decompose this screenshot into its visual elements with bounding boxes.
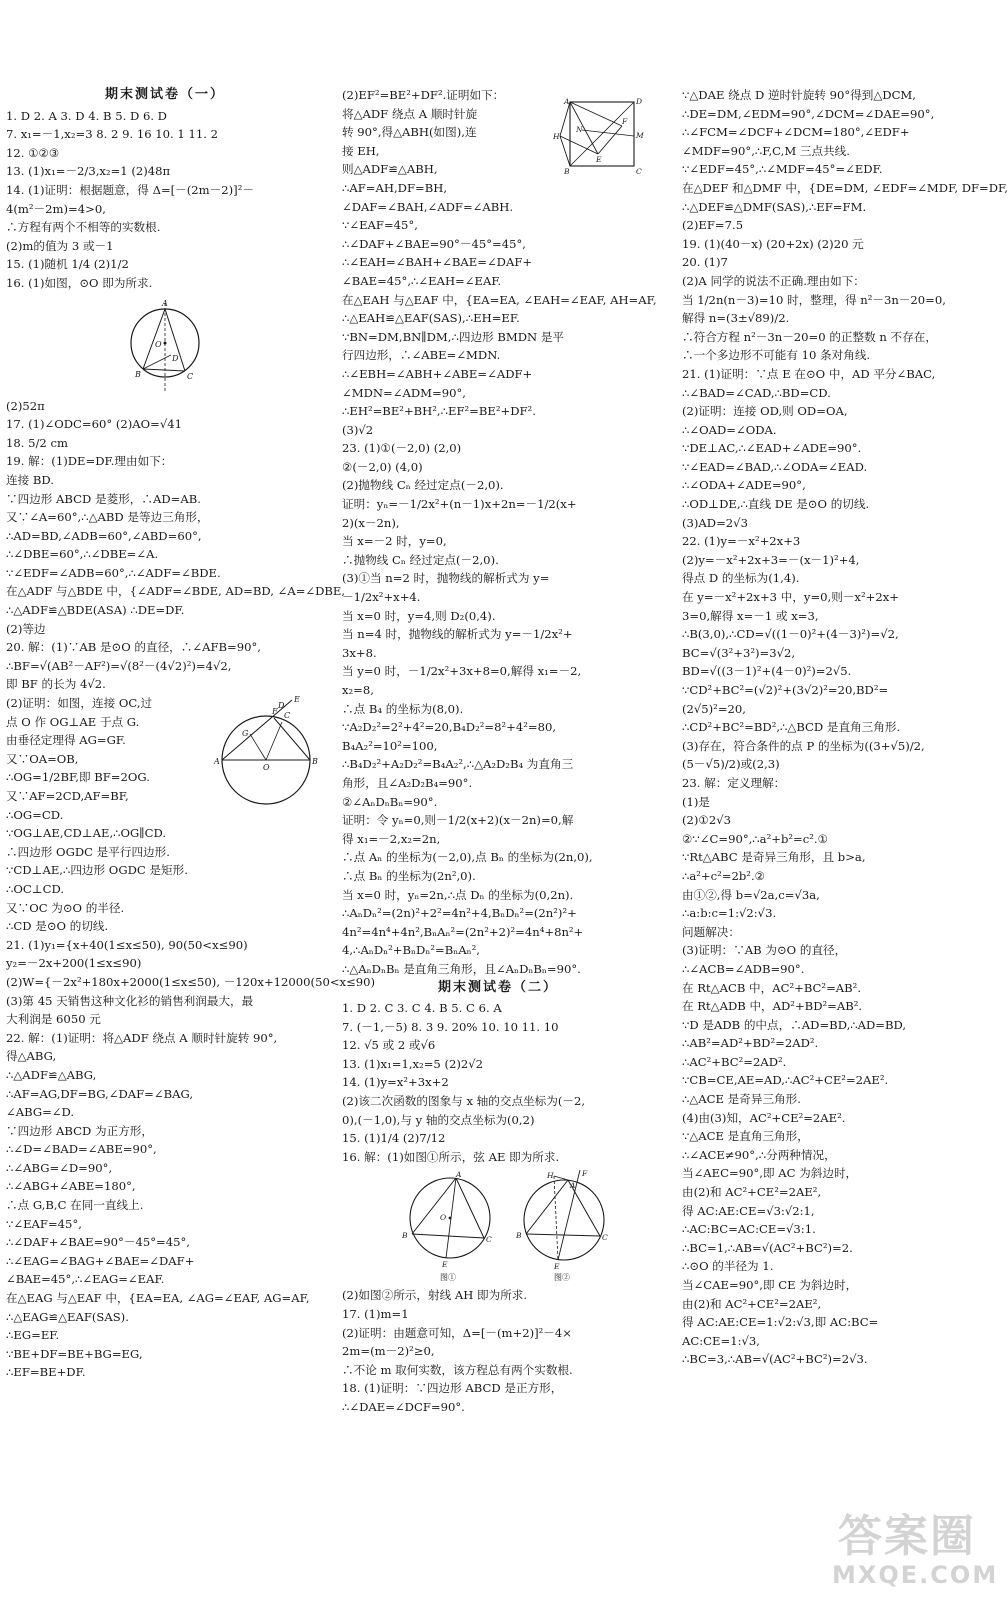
text-line: ∴a²+c²=2b².②: [682, 868, 766, 883]
text-line: ∴△DEF≌△DMF(SAS),∴EF=FM.: [682, 199, 867, 214]
text-line: (2)A 同学的说法不正确.理由如下：: [682, 273, 865, 288]
svg-text:O: O: [155, 339, 162, 349]
text-line: 21. (1)y₁={x+40(1≤x≤50), 90(50<x≤90): [6, 937, 248, 952]
text-line: ∴∠BAD=∠CAD,∴BD=CD.: [682, 385, 831, 400]
text-line: ∵CB=CE,AE=AD,∴AC²+CE²=2AE².: [682, 1073, 889, 1088]
text-line: ∴⊙O 的半径为 1.: [682, 1259, 774, 1274]
figure-semicircle-tangent: [212, 694, 324, 806]
text-line: ∴点 G,B,C 在同一直线上.: [6, 1198, 144, 1213]
text-line: 18. (1)证明：∵四边形 ABCD 是正方形，: [342, 1381, 563, 1396]
svg-text:F: F: [272, 707, 278, 717]
text-line: ∴AF=AH,DF=BH,: [342, 180, 448, 195]
text-line: ∴∠ABG=∠D=90°,: [6, 1160, 113, 1175]
text-line: 当 x=－2 时，y=0,: [342, 534, 447, 549]
text-line: 当 x=0 时，yₙ=2n,∴点 Dₙ 的坐标为(0,2n).: [342, 887, 574, 902]
svg-text:B: B: [402, 1231, 408, 1241]
text-line: ∵CD⊥AE,∴四边形 OGDC 是矩形.: [6, 863, 188, 878]
figure-2-label: 图②: [554, 1273, 570, 1283]
text-line: (2)证明：由题意可知，Δ=[－(m+2)]²－4×: [342, 1325, 572, 1340]
text-line: 在△DEF 和△DMF 中，{DE=DM, ∠EDF=∠MDF, DF=DF,: [682, 180, 1008, 195]
text-line: ∴EG=EF.: [6, 1328, 60, 1343]
text-line: 15. (1)随机 1/4 (2)1/2: [6, 257, 129, 272]
text-line: 14. (1)证明：根据题意，得 Δ=[－(2m－2)]²－: [6, 182, 254, 197]
text-line: AC:CE=1:√3,: [682, 1333, 760, 1348]
text-line: ∵∠EAF=45°,: [6, 1216, 82, 1231]
svg-text:E: E: [596, 155, 602, 164]
text-line: ∵四边形 ABCD 是菱形，∴AD=AB.: [6, 491, 201, 506]
figure-1: [400, 1168, 500, 1284]
section-title-exam-2: 期末测试卷（二）: [437, 979, 558, 995]
text-line: 7. x₁=－1,x₂=3 8. 2 9. 16 10. 1 11. 2: [6, 127, 218, 142]
text-line: (2√5)²=20,: [682, 701, 746, 716]
text-line: 7. (－1,－5) 8. 3 9. 20% 10. 10 11. 10: [342, 1019, 559, 1034]
text-line: (2)52π: [6, 398, 45, 413]
text-line: ∴AB²=AD²+BD²=2AD².: [682, 1036, 819, 1051]
text-line: 问题解决：: [682, 924, 740, 939]
text-line: 17. (1)∠ODC=60° (2)AO=√41: [6, 417, 183, 432]
text-line: (3)AD=2√3: [682, 515, 748, 530]
text-line: 当 x=0 时，y=4,则 D₂(0,4).: [342, 608, 496, 623]
text-line: 19. (1)(40－x) (20+2x) (2)20 元: [682, 236, 864, 251]
text-line: ∴∠DAF+∠BAE=90°－45°=45°,: [342, 236, 526, 251]
text-line: 得点 D 的坐标为(1,4).: [682, 571, 800, 586]
watermark-logo: [832, 1511, 999, 1590]
text-line: (2)证明：连接 OD,则 OD=OA,: [682, 404, 848, 419]
text-line: ∴CD 是⊙O 的切线.: [6, 919, 109, 934]
text-line: 又∵AF=2CD,AF=BF,: [6, 789, 129, 803]
text-line: ∴OG=CD.: [6, 807, 64, 822]
text-line: 又∵OC 为⊙O 的半径.: [6, 900, 125, 915]
text-line: ∵四边形 ABCD 为正方形，: [6, 1123, 153, 1138]
svg-text:E: E: [442, 1260, 448, 1270]
text-line: ∴a:b:c=1:√2:√3.: [682, 906, 777, 921]
text-line: ②∠AₙDₙBₙ=90°.: [342, 794, 438, 809]
text-line: ∴∠ACE≠90°,∴分两种情况，: [682, 1147, 836, 1162]
text-line: 12. ①②③: [6, 145, 60, 160]
text-line: 连接 BD.: [6, 472, 54, 487]
text-line: ∴AC:BC=AC:CE=√3:1.: [682, 1222, 816, 1237]
text-line: 得 AC:AE:CE=√3:√2:1,: [682, 1203, 815, 1218]
text-line: 23. (1)①(－2,0) (2,0): [342, 441, 462, 456]
text-line: ∴点 Aₙ 的坐标为(－2,0),点 Bₙ 的坐标为(2n,0),: [342, 850, 593, 865]
text-line: ∵D 是ADB 的中点，∴AD=BD,∴AD=BD,: [682, 1017, 907, 1032]
text-line: ∴△ADF≌△ABG,: [6, 1067, 97, 1082]
text-line: 当∠AEC=90°,即 AC 为斜边时，: [682, 1166, 858, 1181]
text-line: ∴∠ACB=∠ADB=90°.: [682, 961, 805, 976]
svg-text:H: H: [547, 1171, 554, 1181]
text-line: ∴∠ODA+∠ADE=90°,: [682, 478, 806, 493]
text-line: (2)EF=7.5: [682, 218, 744, 233]
text-line: 则△ADF≌△ABH,: [342, 162, 438, 177]
text-line: ∠MDN=∠ADM=90°,: [342, 385, 466, 400]
text-line: ∴B₄D₂²+A₂D₂²=B₄A₂²,∴△A₂D₂B₄ 为直角三: [342, 757, 574, 772]
text-line: 4(m²－2m)=4>0,: [6, 201, 106, 216]
text-line: 16. (1)如图，⊙O 即为所求.: [6, 275, 153, 290]
text-line: 当 y=0 时，－1/2x²+3x+8=0,解得 x₁=－2,: [342, 664, 582, 679]
text-line: 16. 解：(1)如图①所示，弦 AE 即为所求.: [342, 1149, 560, 1164]
text-line: 当 1/2n(n－3)=10 时，整理，得 n²－3n－20=0,: [682, 292, 946, 307]
text-line: (1)是: [682, 794, 711, 809]
text-line: ∴∠DBE=60°,∴∠DBE=∠A.: [6, 547, 159, 562]
svg-text:A: A: [214, 757, 220, 767]
text-line: 13. (1)x₁=－2/3,x₂=1 (2)48π: [6, 164, 171, 179]
svg-text:C: C: [486, 1235, 492, 1245]
column-middle: [342, 86, 657, 1526]
text-line: ∴EH²=BE²+BH²,∴EF²=BE²+DF².: [342, 404, 536, 419]
text-line: ∴EF=BE+DF.: [6, 1365, 86, 1380]
figure-pair-circles: [342, 1168, 654, 1284]
text-line: BC=√(3²+3²)=3√2,: [682, 645, 796, 660]
text-line: ∠BAE=45°,∴∠EAH=∠EAF.: [342, 273, 502, 288]
text-line: B₄A₂²=10²=100,: [342, 738, 438, 753]
figure-square-rotation: [552, 96, 648, 180]
svg-text:D: D: [636, 97, 643, 106]
figure-circle-construction: [6, 295, 324, 395]
text-line: ∴∠EAG=∠BAG+∠BAE=∠DAF+: [6, 1253, 195, 1268]
text-line: (2)抛物线 Cₙ 经过定点(－2,0).: [342, 478, 504, 493]
text-line: 12. √5 或 2 或√6: [342, 1038, 436, 1053]
text-line: BD=√((3－1)²+(4－0)²)=2√5.: [682, 664, 852, 679]
text-line: 证明：yₙ=－1/2x²+(n－1)x+2n=－1/2(x+: [342, 497, 577, 512]
text-line: 由①②,得 b=√2a,c=√3a,: [682, 887, 820, 902]
text-line: 转 90°,得△ABH(如图),连: [342, 125, 477, 140]
text-line: 4,∴AₙDₙ²+BₙDₙ²=BₙAₙ²,: [342, 943, 480, 958]
svg-text:F: F: [582, 1169, 588, 1179]
text-line: 2)(x－2n),: [342, 515, 400, 530]
col1-text-a: [6, 107, 324, 293]
text-line: 由(2)和 AC²+CE²=2AE²,: [682, 1185, 822, 1200]
text-line: ∵DE⊥AC,∴∠EAD+∠ADE=90°.: [682, 441, 862, 456]
text-line: ∴∠OAD=∠ODA.: [682, 422, 777, 437]
text-line: 角形，且∠A₂D₂B₄=90°.: [342, 775, 473, 790]
svg-text:B: B: [516, 1231, 522, 1241]
text-line: ∵∠EDF=∠ADB=60°,∴∠ADF=∠BDE.: [6, 565, 221, 580]
svg-text:C: C: [636, 167, 642, 176]
text-line: ∵△DAE 绕点 D 逆时针旋转 90°得到△DCM,: [682, 88, 916, 102]
figure-1-label: 图①: [440, 1273, 456, 1283]
text-line: 23. 解：定义理解：: [682, 775, 786, 790]
text-line: ∴AF=AG,DF=BG,∠DAF=∠BAG,: [6, 1086, 194, 1101]
text-line: 在△ADF 与△BDE 中，{∠ADF=∠BDE, AD=BD, ∠A=∠DBE,: [6, 584, 346, 599]
watermark-text-en: MXQE.COM: [832, 1561, 999, 1589]
text-line: (3)√2: [342, 422, 374, 437]
svg-text:D: D: [278, 701, 285, 711]
text-line: 在 Rt△ACB 中，AC²+BC²=AB².: [682, 980, 862, 995]
text-line: (3)①当 n=2 时，抛物线的解析式为 y=: [342, 571, 550, 586]
text-line: 当∠CAE=90°,即 CE 为斜边时，: [682, 1278, 858, 1292]
text-line: 18. 5/2 cm: [6, 435, 68, 450]
text-line: 行四边形，∴∠ABE=∠MDN.: [342, 348, 501, 363]
svg-text:E: E: [554, 1262, 560, 1272]
svg-text:O: O: [440, 1213, 447, 1223]
figure-2: [514, 1168, 614, 1284]
text-line: 1. D 2. C 3. C 4. B 5. C 6. A: [342, 1001, 502, 1016]
text-line: ∴B(3,0),∴CD=√((1－0)²+(4－3)²)=√2,: [682, 627, 899, 642]
svg-text:B: B: [135, 369, 141, 379]
text-line: ∵BE+DF=BE+BG=EG,: [6, 1346, 143, 1361]
svg-text:F: F: [622, 117, 628, 126]
watermark-text-cn: 答案圈: [838, 1511, 976, 1562]
text-line: (3)证明：∵AB 为⊙O 的直径，: [682, 943, 847, 958]
text-line: 得 x₁=－2,x₂=2n,: [342, 831, 441, 846]
q22-2-block: [342, 86, 654, 179]
text-line: y₂=－2x+200(1≤x≤90): [6, 956, 142, 971]
text-line: 3=0,解得 x=－1 或 x=3,: [682, 608, 819, 623]
text-line: ∵A₂D₂²=2²+4²=20,B₄D₂²=8²+4²=80,: [342, 720, 557, 735]
text-line: ∴△EAG≌△EAF(SAS).: [6, 1309, 129, 1324]
text-line: ∵CD²+BC²=(√2)²+(3√2)²=20,BD²=: [682, 683, 889, 697]
text-line: 0),(－1,0),与 y 轴的交点坐标为(0,2): [342, 1112, 535, 1127]
q20-block: [6, 694, 324, 824]
text-line: ∵△ACE 是直角三角形，: [682, 1129, 809, 1144]
text-line: ∵Rt△ABC 是奇异三角形，且 b>a,: [682, 850, 866, 865]
svg-text:B: B: [564, 167, 570, 176]
text-line: ∴△EAH≌△EAF(SAS),∴EH=EF.: [342, 311, 520, 326]
text-line: 将△ADF 绕点 A 顺时针旋: [342, 106, 478, 121]
text-line: 在△EAG 与△EAF 中，{EA=EA, ∠AG=∠EAF, AG=AF,: [6, 1291, 310, 1306]
text-line: ∴∠DAE=∠DCF=90°.: [342, 1400, 465, 1414]
text-line: ∴OC⊥CD.: [6, 881, 65, 896]
text-line: 1. D 2. A 3. D 4. B 5. D 6. D: [6, 108, 167, 123]
text-line: x₂=8,: [342, 683, 374, 697]
text-line: ∵∠EDF=45°,∴∠MDF=45°=∠EDF.: [682, 162, 883, 177]
svg-text:D: D: [172, 353, 179, 363]
svg-text:C: C: [187, 371, 194, 381]
text-line: ∴∠EBH=∠ABH+∠ABE=∠ADF+: [342, 366, 533, 381]
text-line: ∴∠ABG+∠ABE=180°,: [6, 1179, 136, 1194]
text-line: ∵BN=DM,BN∥DM,∴四边形 BMDN 是平: [342, 329, 565, 344]
text-line: 4n²=4n⁴+4n²,BₙAₙ²=(2n²+2)²=4n⁴+8n²+: [342, 924, 584, 939]
section-title-exam-1: 期末测试卷（一）: [104, 87, 225, 102]
text-line: ∵∠EAD=∠BAD,∴∠ODA=∠EAD.: [682, 459, 868, 474]
svg-text:E: E: [294, 695, 300, 705]
svg-text:O: O: [263, 763, 270, 773]
text-line: (2)W={－2x²+180x+2000(1≤x≤50), －120x+12000(50<x≤90): [6, 974, 376, 989]
text-line: ∴DE=DM,∠EDM=90°,∠DCM=∠DAE=90°,: [682, 106, 935, 121]
text-line: 在 y=－x²+2x+3 中，y=0,则－x²+2x+: [682, 590, 899, 605]
text-line: ∴CD²+BC²=BD²,∴△BCD 是直角三角形.: [682, 720, 901, 735]
svg-text:B: B: [312, 757, 318, 767]
svg-text:A: A: [570, 1181, 576, 1191]
text-line: (2)①2√3: [682, 813, 731, 828]
text-line: 又∵∠A=60°,∴△ABD 是等边三角形，: [6, 510, 209, 525]
text-line: (2)证明：如图，连接 OC,过: [6, 696, 153, 711]
text-line: (3)第 45 天销售这种文化衫的销售利润最大，最: [6, 993, 254, 1008]
text-line: 17. (1)m=1: [342, 1307, 409, 1322]
text-line: ∠ABG=∠D.: [6, 1105, 75, 1120]
text-line: ∴OD⊥DE,∴直线 DE 是⊙O 的切线.: [682, 497, 870, 512]
text-line: ∴不论 m 取何实数，该方程总有两个实数根.: [342, 1362, 573, 1377]
text-line: ∴四边形 OGDC 是平行四边形.: [6, 844, 170, 859]
text-line: 20. 解：(1)∵AB 是⊙O 的直径，∴∠AFB=90°,: [6, 640, 261, 655]
text-line: ∴点 Bₙ 的坐标为(2n²,0).: [342, 868, 476, 883]
text-line: ∴BF=√(AB²－AF²)=√(8²－(4√2)²)=4√2,: [6, 658, 232, 673]
text-line: 又∵OA=OB,: [6, 751, 79, 766]
text-line: 3x+8.: [342, 645, 377, 660]
column-right: [682, 86, 1008, 1506]
text-line: (2)如图②所示，射线 AH 即为所求.: [342, 1288, 528, 1303]
svg-text:A: A: [456, 1170, 462, 1180]
text-line: 证明：令 yₙ=0,则－1/2(x+2)(x－2n)=0,解: [342, 813, 574, 828]
text-line: ∴方程有两个不相等的实数根.: [6, 220, 161, 235]
text-line: ∵∠EAF=45°,: [342, 218, 418, 233]
text-line: ②(－2,0) (4,0): [342, 459, 423, 474]
text-line: －1/2x²+x+4.: [342, 590, 421, 605]
text-line: 点 O 作 OG⊥AE 于点 G.: [6, 714, 140, 729]
text-line: (4)由(3)知，AC²+CE²=2AE².: [682, 1110, 846, 1125]
text-line: ∴BC=1,∴AB=√(AC²+BC²)=2.: [682, 1240, 853, 1255]
text-line: 由(2)和 AC²+CE²=2AE²,: [682, 1296, 822, 1311]
svg-text:C: C: [602, 1233, 608, 1243]
svg-text:M: M: [636, 131, 644, 140]
text-line: ∠MDF=90°,∴F,C,M 三点共线.: [682, 143, 850, 158]
text-line: (2)该二次函数的图象与 x 轴的交点坐标为(－2,: [342, 1094, 586, 1109]
text-line: (2)等边: [6, 621, 46, 636]
text-line: 14. (1)y=x²+3x+2: [342, 1075, 449, 1090]
text-line: 21. (1)证明：∵点 E 在⊙O 中，AD 平分∠BAC,: [682, 366, 936, 381]
text-line: (5－√5)/2)或(2,3): [682, 757, 780, 772]
svg-text:A: A: [162, 298, 168, 308]
text-line: ②∵∠C=90°,∴a²+b²=c².①: [682, 831, 828, 846]
text-line: ∴∠EAH=∠BAH+∠BAE=∠DAF+: [342, 255, 533, 270]
svg-text:H: H: [553, 132, 560, 141]
text-line: (3)存在，符合条件的点 P 的坐标为((3+√5)/2,: [682, 738, 925, 753]
svg-text:G: G: [242, 729, 249, 739]
text-line: ∠DAF=∠BAH,∠ADF=∠ABH.: [342, 199, 514, 214]
text-line: 22. (1)y=－x²+2x+3: [682, 534, 801, 549]
text-line: 即 BF 的长为 4√2.: [6, 677, 106, 692]
text-line: 在△EAH 与△EAF 中，{EA=EA, ∠EAH=∠EAF, AH=AF,: [342, 292, 657, 307]
svg-text:A: A: [564, 97, 570, 106]
text-line: ∴点 B₄ 的坐标为(8,0).: [342, 701, 464, 716]
text-line: ∴AₙDₙ²=(2n)²+2²=4n²+4,BₙDₙ²=(2n²)²+: [342, 906, 577, 921]
text-line: ∴△ACE 是奇异三角形.: [682, 1092, 801, 1107]
text-line: 19. 解：(1)DE=DF.理由如下：: [6, 454, 173, 469]
text-line: 由垂径定理得 AG=GF.: [6, 733, 126, 748]
text-line: 2m=(m－2)²≥0,: [342, 1344, 435, 1359]
text-line: 得 AC:AE:CE=1:√2:√3,即 AC:BC=: [682, 1315, 879, 1330]
text-line: ∴一个多边形不可能有 10 条对角线.: [682, 348, 871, 363]
text-line: 20. (1)7: [682, 255, 728, 270]
text-line: ∵OG⊥AE,CD⊥AE,∴OG∥CD.: [6, 826, 167, 841]
text-line: ∴△AₙDₙBₙ 是直角三角形，且∠AₙDₙBₙ=90°.: [342, 961, 581, 976]
text-line: ∴抛物线 Cₙ 经过定点(－2,0).: [342, 552, 499, 567]
text-line: 在 Rt△ADB 中，AD²+BD²=AB².: [682, 999, 863, 1014]
text-line: 15. (1)1/4 (2)7/12: [342, 1131, 446, 1146]
text-line: (2)y=－x²+2x+3=－(x－1)²+4,: [682, 552, 860, 567]
text-line: ∴∠D=∠BAD=∠ABE=90°,: [6, 1142, 157, 1157]
text-line: 解得 n=(3±√89)/2.: [682, 311, 790, 326]
text-line: 22. 解：(1)证明：将△ADF 绕点 A 顺时针旋转 90°,: [6, 1030, 278, 1045]
text-line: ∴∠DAF+∠BAE=90°－45°=45°,: [6, 1235, 190, 1250]
text-line: ∴△ADF≌△BDE(ASA) ∴DE=DF.: [6, 603, 185, 618]
svg-text:N: N: [576, 125, 583, 134]
text-line: (2)EF²=BE²+DF².证明如下：: [342, 88, 505, 102]
text-line: 接 EH,: [342, 143, 380, 158]
text-line: (2)m的值为 3 或－1: [6, 238, 114, 253]
text-line: 得△ABG,: [6, 1049, 57, 1064]
text-line: 大利润是 6050 元: [6, 1012, 101, 1027]
text-line: ∠BAE=45°,∴∠EAG=∠EAF.: [6, 1272, 165, 1287]
text-line: 13. (1)x₁=1,x₂=5 (2)2√2: [342, 1056, 484, 1071]
text-line: ∴符合方程 n²－3n－20=0 的正整数 n 不存在，: [682, 329, 937, 344]
text-line: ∴AC²+BC²=2AD².: [682, 1054, 787, 1069]
text-line: ∴AD=BD,∠ADB=60°,∠ABD=60°,: [6, 528, 202, 543]
text-line: ∴OG=1/2BF,即 BF=2OG.: [6, 770, 150, 785]
text-line: 当 n=4 时，抛物线的解析式为 y=－1/2x²+: [342, 627, 573, 642]
text-line: ∴BC=3,∴AB=√(AC²+BC²)=2√3.: [682, 1352, 868, 1367]
text-line: ∴∠FCM=∠DCF+∠DCM=180°,∠EDF+: [682, 125, 910, 140]
svg-text:C: C: [284, 711, 291, 721]
